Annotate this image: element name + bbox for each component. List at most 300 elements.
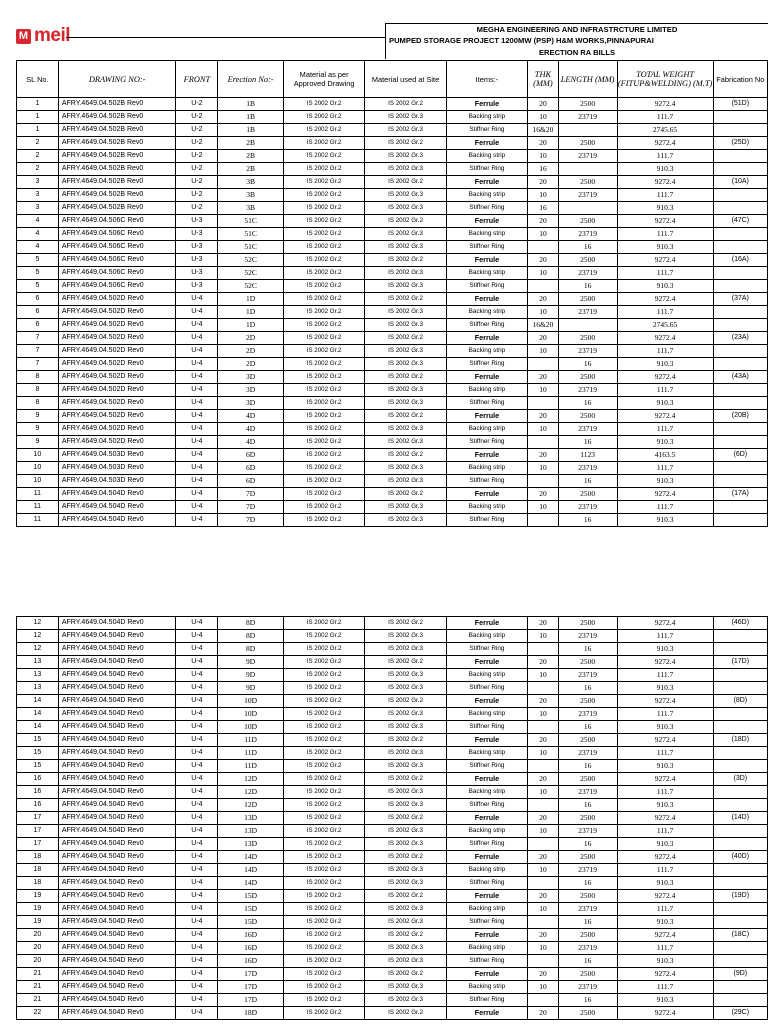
cell-drawing-no: AFRY.4649.04.502D Rev0 xyxy=(58,410,176,423)
table-row xyxy=(17,955,768,968)
cell-front: U-2 xyxy=(176,176,218,189)
cell-material-approved: IS 2002 Gr.2 xyxy=(283,747,364,760)
table-row xyxy=(17,760,768,773)
cell-erection-no: 12D xyxy=(218,799,284,812)
cell-length: 2500 xyxy=(558,254,617,267)
cell-front: U-4 xyxy=(176,358,218,371)
cell-material-approved: IS 2002 Gr.2 xyxy=(283,617,364,630)
cell-length xyxy=(558,202,617,215)
cell-front: U-2 xyxy=(176,111,218,124)
cell-total-weight: 910.3 xyxy=(617,877,713,890)
cell-sl-no: 21 xyxy=(17,994,59,1007)
cell-erection-no: 10D xyxy=(218,721,284,734)
cell-thk: 16 xyxy=(528,202,559,215)
cell-material-site: IS 2002 Gr.2 xyxy=(365,656,446,669)
cell-material-site: IS 2002 Gr.3 xyxy=(365,916,446,929)
cell-item: Stiffner Ring xyxy=(446,916,527,929)
cell-drawing-no: AFRY.4649.04.504D Rev0 xyxy=(58,877,176,890)
cell-sl-no: 19 xyxy=(17,890,59,903)
cell-front: U-4 xyxy=(176,708,218,721)
cell-material-site: IS 2002 Gr.3 xyxy=(365,241,446,254)
cell-item: Backing strip xyxy=(446,111,527,124)
cell-front: U-4 xyxy=(176,799,218,812)
company-title: MEGHA ENGINEERING AND INFRASTRCTURE LIMITED xyxy=(385,23,768,35)
cell-erection-no: 7D xyxy=(218,501,284,514)
cell-fabrication-no xyxy=(713,916,767,929)
cell-erection-no: 6D xyxy=(218,462,284,475)
cell-drawing-no: AFRY.4649.04.502D Rev0 xyxy=(58,384,176,397)
cell-material-site: IS 2002 Gr.3 xyxy=(365,397,446,410)
table-row xyxy=(17,903,768,916)
col-items: Items:- xyxy=(446,61,527,98)
cell-material-approved: IS 2002 Gr.2 xyxy=(283,501,364,514)
cell-material-site: IS 2002 Gr.3 xyxy=(365,877,446,890)
cell-length: 23719 xyxy=(558,462,617,475)
cell-item: Backing strip xyxy=(446,786,527,799)
cell-front: U-2 xyxy=(176,137,218,150)
cell-length: 2500 xyxy=(558,1007,617,1020)
cell-total-weight: 111.7 xyxy=(617,903,713,916)
cell-drawing-no: AFRY.4649.04.502D Rev0 xyxy=(58,332,176,345)
cell-length: 16 xyxy=(558,241,617,254)
cell-total-weight: 9272.4 xyxy=(617,137,713,150)
cell-sl-no: 12 xyxy=(17,617,59,630)
cell-material-site: IS 2002 Gr.2 xyxy=(365,773,446,786)
cell-thk: 20 xyxy=(528,617,559,630)
cell-erection-no: 9D xyxy=(218,669,284,682)
cell-fabrication-no xyxy=(713,163,767,176)
cell-sl-no: 13 xyxy=(17,669,59,682)
table-row xyxy=(17,384,768,397)
cell-front: U-4 xyxy=(176,617,218,630)
cell-item: Ferrule xyxy=(446,98,527,111)
cell-drawing-no: AFRY.4649.04.504D Rev0 xyxy=(58,916,176,929)
cell-sl-no: 7 xyxy=(17,332,59,345)
cell-thk: 20 xyxy=(528,929,559,942)
table-row xyxy=(17,98,768,111)
cell-item: Backing strip xyxy=(446,708,527,721)
cell-material-approved: IS 2002 Gr.2 xyxy=(283,488,364,501)
cell-item: Stiffner Ring xyxy=(446,397,527,410)
cell-material-approved: IS 2002 Gr.2 xyxy=(283,111,364,124)
cell-item: Stiffner Ring xyxy=(446,280,527,293)
cell-material-approved: IS 2002 Gr.2 xyxy=(283,955,364,968)
cell-material-approved: IS 2002 Gr.2 xyxy=(283,137,364,150)
cell-thk xyxy=(528,994,559,1007)
cell-material-site: IS 2002 Gr.3 xyxy=(365,903,446,916)
cell-material-approved: IS 2002 Gr.2 xyxy=(283,669,364,682)
table-row xyxy=(17,332,768,345)
cell-drawing-no: AFRY.4649.04.502B Rev0 xyxy=(58,163,176,176)
cell-total-weight: 111.7 xyxy=(617,630,713,643)
cell-material-site: IS 2002 Gr.3 xyxy=(365,760,446,773)
cell-material-site: IS 2002 Gr.3 xyxy=(365,280,446,293)
cell-sl-no: 5 xyxy=(17,267,59,280)
cell-material-approved: IS 2002 Gr.2 xyxy=(283,241,364,254)
cell-fabrication-no xyxy=(713,462,767,475)
col-length: LENGTH (MM) xyxy=(558,61,617,98)
cell-material-approved: IS 2002 Gr.2 xyxy=(283,475,364,488)
cell-sl-no: 4 xyxy=(17,241,59,254)
cell-total-weight: 111.7 xyxy=(617,747,713,760)
table-row xyxy=(17,825,768,838)
cell-thk: 10 xyxy=(528,150,559,163)
cell-fabrication-no xyxy=(713,903,767,916)
cell-material-site: IS 2002 Gr.3 xyxy=(365,345,446,358)
cell-material-approved: IS 2002 Gr.2 xyxy=(283,890,364,903)
cell-fabrication-no: (3D) xyxy=(713,773,767,786)
cell-sl-no: 3 xyxy=(17,176,59,189)
cell-sl-no: 1 xyxy=(17,124,59,137)
table-row xyxy=(17,397,768,410)
cell-fabrication-no xyxy=(713,747,767,760)
cell-sl-no: 18 xyxy=(17,851,59,864)
cell-drawing-no: AFRY.4649.04.504D Rev0 xyxy=(58,669,176,682)
cell-fabrication-no: (9D) xyxy=(713,968,767,981)
cell-sl-no: 19 xyxy=(17,916,59,929)
cell-front: U-3 xyxy=(176,228,218,241)
cell-item: Backing strip xyxy=(446,981,527,994)
cell-drawing-no: AFRY.4649.04.504D Rev0 xyxy=(58,747,176,760)
table-row xyxy=(17,968,768,981)
cell-total-weight: 111.7 xyxy=(617,501,713,514)
cell-total-weight: 910.3 xyxy=(617,721,713,734)
cell-sl-no: 21 xyxy=(17,968,59,981)
table-row xyxy=(17,358,768,371)
cell-total-weight: 910.3 xyxy=(617,475,713,488)
cell-fabrication-no: (43A) xyxy=(713,371,767,384)
cell-fabrication-no: (6D) xyxy=(713,449,767,462)
cell-item: Stiffner Ring xyxy=(446,241,527,254)
table-row xyxy=(17,929,768,942)
cell-total-weight: 9272.4 xyxy=(617,734,713,747)
cell-fabrication-no xyxy=(713,319,767,332)
cell-length: 2500 xyxy=(558,98,617,111)
cell-item: Ferrule xyxy=(446,851,527,864)
cell-sl-no: 16 xyxy=(17,773,59,786)
table-row xyxy=(17,812,768,825)
cell-material-approved: IS 2002 Gr.2 xyxy=(283,812,364,825)
cell-thk xyxy=(528,916,559,929)
cell-thk: 20 xyxy=(528,851,559,864)
cell-item: Ferrule xyxy=(446,488,527,501)
cell-length: 16 xyxy=(558,514,617,527)
cell-material-approved: IS 2002 Gr.2 xyxy=(283,449,364,462)
cell-length: 2500 xyxy=(558,215,617,228)
cell-fabrication-no xyxy=(713,150,767,163)
cell-material-site: IS 2002 Gr.2 xyxy=(365,98,446,111)
cell-length: 2500 xyxy=(558,137,617,150)
cell-front: U-4 xyxy=(176,929,218,942)
cell-total-weight: 111.7 xyxy=(617,786,713,799)
cell-sl-no: 20 xyxy=(17,929,59,942)
cell-fabrication-no xyxy=(713,267,767,280)
cell-material-approved: IS 2002 Gr.2 xyxy=(283,825,364,838)
cell-thk: 20 xyxy=(528,332,559,345)
table-row xyxy=(17,994,768,1007)
cell-item: Stiffner Ring xyxy=(446,994,527,1007)
cell-material-approved: IS 2002 Gr.2 xyxy=(283,98,364,111)
cell-material-approved: IS 2002 Gr.2 xyxy=(283,384,364,397)
cell-drawing-no: AFRY.4649.04.504D Rev0 xyxy=(58,501,176,514)
cell-total-weight: 9272.4 xyxy=(617,488,713,501)
cell-total-weight: 910.3 xyxy=(617,514,713,527)
cell-erection-no: 3B xyxy=(218,202,284,215)
cell-material-site: IS 2002 Gr.2 xyxy=(365,812,446,825)
cell-item: Backing strip xyxy=(446,864,527,877)
cell-total-weight: 9272.4 xyxy=(617,812,713,825)
cell-length xyxy=(558,163,617,176)
cell-front: U-4 xyxy=(176,397,218,410)
cell-thk: 10 xyxy=(528,942,559,955)
cell-erection-no: 4D xyxy=(218,436,284,449)
cell-sl-no: 20 xyxy=(17,942,59,955)
cell-front: U-4 xyxy=(176,501,218,514)
cell-material-site: IS 2002 Gr.3 xyxy=(365,462,446,475)
cell-item: Stiffner Ring xyxy=(446,760,527,773)
cell-length: 2500 xyxy=(558,176,617,189)
cell-drawing-no: AFRY.4649.04.504D Rev0 xyxy=(58,656,176,669)
cell-material-site: IS 2002 Gr.2 xyxy=(365,215,446,228)
cell-fabrication-no xyxy=(713,760,767,773)
cell-sl-no: 1 xyxy=(17,98,59,111)
cell-erection-no: 3D xyxy=(218,384,284,397)
cell-thk xyxy=(528,514,559,527)
cell-fabrication-no xyxy=(713,202,767,215)
cell-fabrication-no xyxy=(713,241,767,254)
cell-length: 2500 xyxy=(558,656,617,669)
cell-drawing-no: AFRY.4649.04.502D Rev0 xyxy=(58,345,176,358)
cell-item: Stiffner Ring xyxy=(446,514,527,527)
cell-total-weight: 111.7 xyxy=(617,189,713,202)
cell-item: Stiffner Ring xyxy=(446,799,527,812)
cell-erection-no: 1B xyxy=(218,124,284,137)
cell-total-weight: 9272.4 xyxy=(617,851,713,864)
cell-fabrication-no xyxy=(713,825,767,838)
cell-material-site: IS 2002 Gr.2 xyxy=(365,293,446,306)
cell-sl-no: 11 xyxy=(17,488,59,501)
cell-material-site: IS 2002 Gr.3 xyxy=(365,111,446,124)
col-material-approved: Material as per Approved Drawing xyxy=(283,61,364,98)
cell-erection-no: 18D xyxy=(218,1007,284,1020)
cell-front: U-4 xyxy=(176,682,218,695)
cell-erection-no: 1D xyxy=(218,293,284,306)
cell-item: Ferrule xyxy=(446,410,527,423)
cell-drawing-no: AFRY.4649.04.504D Rev0 xyxy=(58,799,176,812)
cell-material-site: IS 2002 Gr.3 xyxy=(365,306,446,319)
cell-total-weight: 910.3 xyxy=(617,280,713,293)
cell-drawing-no: AFRY.4649.04.504D Rev0 xyxy=(58,1007,176,1020)
cell-sl-no: 17 xyxy=(17,812,59,825)
cell-material-approved: IS 2002 Gr.2 xyxy=(283,708,364,721)
cell-thk: 16&20 xyxy=(528,319,559,332)
cell-sl-no: 20 xyxy=(17,955,59,968)
cell-total-weight: 9272.4 xyxy=(617,890,713,903)
cell-thk xyxy=(528,280,559,293)
cell-erection-no: 13D xyxy=(218,838,284,851)
cell-total-weight: 111.7 xyxy=(617,150,713,163)
cell-material-approved: IS 2002 Gr.2 xyxy=(283,721,364,734)
cell-item: Ferrule xyxy=(446,968,527,981)
cell-front: U-4 xyxy=(176,384,218,397)
cell-erection-no: 14D xyxy=(218,877,284,890)
cell-item: Backing strip xyxy=(446,228,527,241)
cell-item: Backing strip xyxy=(446,384,527,397)
cell-sl-no: 17 xyxy=(17,838,59,851)
cell-sl-no: 19 xyxy=(17,903,59,916)
cell-item: Stiffner Ring xyxy=(446,319,527,332)
cell-erection-no: 52C xyxy=(218,267,284,280)
cell-material-approved: IS 2002 Gr.2 xyxy=(283,994,364,1007)
cell-material-site: IS 2002 Gr.3 xyxy=(365,501,446,514)
cell-front: U-3 xyxy=(176,241,218,254)
cell-length: 16 xyxy=(558,682,617,695)
cell-front: U-2 xyxy=(176,150,218,163)
table-row xyxy=(17,799,768,812)
cell-length: 23719 xyxy=(558,189,617,202)
cell-thk: 10 xyxy=(528,630,559,643)
cell-length: 2500 xyxy=(558,734,617,747)
cell-fabrication-no: (51D) xyxy=(713,98,767,111)
col-drawing-no: DRAWING NO:- xyxy=(58,61,176,98)
erection-table-page-1 xyxy=(16,60,768,527)
cell-erection-no: 15D xyxy=(218,903,284,916)
cell-fabrication-no xyxy=(713,501,767,514)
cell-fabrication-no xyxy=(713,306,767,319)
cell-material-site: IS 2002 Gr.3 xyxy=(365,747,446,760)
cell-drawing-no: AFRY.4649.04.506C Rev0 xyxy=(58,267,176,280)
cell-length: 2500 xyxy=(558,890,617,903)
table-row xyxy=(17,306,768,319)
cell-total-weight: 910.3 xyxy=(617,643,713,656)
cell-erection-no: 14D xyxy=(218,864,284,877)
cell-drawing-no: AFRY.4649.04.502B Rev0 xyxy=(58,150,176,163)
cell-front: U-4 xyxy=(176,630,218,643)
cell-drawing-no: AFRY.4649.04.502D Rev0 xyxy=(58,436,176,449)
cell-sl-no: 18 xyxy=(17,864,59,877)
cell-sl-no: 8 xyxy=(17,397,59,410)
cell-material-approved: IS 2002 Gr.2 xyxy=(283,319,364,332)
cell-erection-no: 4D xyxy=(218,410,284,423)
meil-logo xyxy=(16,25,70,47)
cell-drawing-no: AFRY.4649.04.504D Rev0 xyxy=(58,838,176,851)
cell-fabrication-no: (10A) xyxy=(713,176,767,189)
cell-item: Backing strip xyxy=(446,150,527,163)
cell-sl-no: 15 xyxy=(17,760,59,773)
col-erection-no: Erection No:- xyxy=(218,61,284,98)
cell-drawing-no: AFRY.4649.04.502D Rev0 xyxy=(58,423,176,436)
cell-drawing-no: AFRY.4649.04.502B Rev0 xyxy=(58,189,176,202)
table-row xyxy=(17,436,768,449)
cell-length: 2500 xyxy=(558,617,617,630)
cell-total-weight: 111.7 xyxy=(617,981,713,994)
cell-total-weight: 910.3 xyxy=(617,397,713,410)
cell-item: Ferrule xyxy=(446,695,527,708)
cell-thk: 20 xyxy=(528,293,559,306)
cell-thk: 10 xyxy=(528,345,559,358)
cell-drawing-no: AFRY.4649.04.504D Rev0 xyxy=(58,721,176,734)
cell-drawing-no: AFRY.4649.04.504D Rev0 xyxy=(58,812,176,825)
cell-item: Ferrule xyxy=(446,656,527,669)
cell-item: Ferrule xyxy=(446,137,527,150)
table-row xyxy=(17,773,768,786)
cell-fabrication-no xyxy=(713,643,767,656)
cell-thk: 10 xyxy=(528,825,559,838)
cell-total-weight: 111.7 xyxy=(617,384,713,397)
cell-item: Backing strip xyxy=(446,501,527,514)
cell-length: 2500 xyxy=(558,410,617,423)
cell-material-approved: IS 2002 Gr.2 xyxy=(283,968,364,981)
cell-material-approved: IS 2002 Gr.2 xyxy=(283,371,364,384)
cell-drawing-no: AFRY.4649.04.504D Rev0 xyxy=(58,488,176,501)
cell-length: 23719 xyxy=(558,150,617,163)
cell-total-weight: 2745.65 xyxy=(617,124,713,137)
cell-thk: 20 xyxy=(528,215,559,228)
cell-material-site: IS 2002 Gr.2 xyxy=(365,617,446,630)
cell-total-weight: 910.3 xyxy=(617,163,713,176)
cell-thk: 20 xyxy=(528,734,559,747)
cell-item: Stiffner Ring xyxy=(446,436,527,449)
cell-drawing-no: AFRY.4649.04.506C Rev0 xyxy=(58,241,176,254)
cell-front: U-4 xyxy=(176,643,218,656)
col-thk: THK (MM) xyxy=(528,61,559,98)
cell-length: 2500 xyxy=(558,851,617,864)
cell-drawing-no: AFRY.4649.04.504D Rev0 xyxy=(58,514,176,527)
cell-material-approved: IS 2002 Gr.2 xyxy=(283,838,364,851)
cell-thk: 16 xyxy=(528,163,559,176)
col-sl-no: SL No. xyxy=(17,61,59,98)
cell-fabrication-no xyxy=(713,514,767,527)
cell-material-site: IS 2002 Gr.2 xyxy=(365,488,446,501)
cell-length: 16 xyxy=(558,955,617,968)
cell-drawing-no: AFRY.4649.04.502B Rev0 xyxy=(58,176,176,189)
cell-fabrication-no xyxy=(713,708,767,721)
cell-fabrication-no xyxy=(713,955,767,968)
table-row xyxy=(17,462,768,475)
cell-total-weight: 111.7 xyxy=(617,228,713,241)
cell-total-weight: 910.3 xyxy=(617,838,713,851)
cell-front: U-4 xyxy=(176,371,218,384)
cell-thk: 20 xyxy=(528,137,559,150)
cell-material-site: IS 2002 Gr.2 xyxy=(365,176,446,189)
cell-total-weight: 910.3 xyxy=(617,202,713,215)
cell-erection-no: 2D xyxy=(218,345,284,358)
cell-fabrication-no: (17D) xyxy=(713,656,767,669)
cell-material-site: IS 2002 Gr.3 xyxy=(365,708,446,721)
table-row xyxy=(17,656,768,669)
cell-material-site: IS 2002 Gr.3 xyxy=(365,228,446,241)
cell-item: Ferrule xyxy=(446,371,527,384)
cell-fabrication-no xyxy=(713,994,767,1007)
cell-front: U-4 xyxy=(176,656,218,669)
cell-material-approved: IS 2002 Gr.2 xyxy=(283,656,364,669)
cell-drawing-no: AFRY.4649.04.502B Rev0 xyxy=(58,98,176,111)
cell-material-site: IS 2002 Gr.3 xyxy=(365,423,446,436)
logo-rule xyxy=(66,37,386,38)
cell-drawing-no: AFRY.4649.04.502D Rev0 xyxy=(58,358,176,371)
cell-erection-no: 2B xyxy=(218,150,284,163)
cell-total-weight: 111.7 xyxy=(617,864,713,877)
cell-fabrication-no xyxy=(713,864,767,877)
table-row xyxy=(17,150,768,163)
cell-erection-no: 9D xyxy=(218,656,284,669)
cell-fabrication-no xyxy=(713,877,767,890)
cell-drawing-no: AFRY.4649.04.504D Rev0 xyxy=(58,890,176,903)
cell-total-weight: 9272.4 xyxy=(617,773,713,786)
cell-fabrication-no xyxy=(713,189,767,202)
cell-length: 16 xyxy=(558,916,617,929)
cell-sl-no: 15 xyxy=(17,734,59,747)
